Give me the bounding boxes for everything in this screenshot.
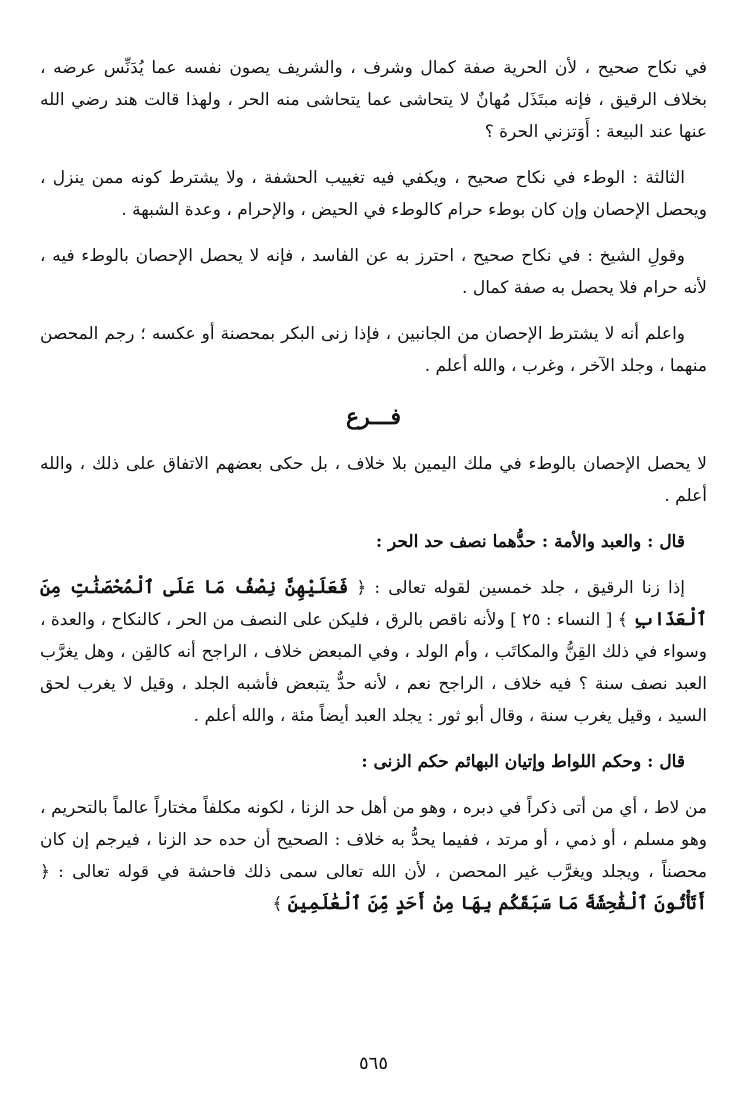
paragraph-sodomy-ruling xyxy=(40,792,707,920)
paragraph-both-sides: واعلم أنه لا يشترط الإحصان من الجانبين ، فإذا زنى البكر بمحصنة أو عكسه ؛ رجم المحصن منهما ، وجلد الآخر ، وغرب ، والله أعلم . xyxy=(40,324,707,376)
quran-verse-araf: أَتَأْتُونَ ٱلْفَٰحِشَةَ مَا سَبَقَكُم بِهَا مِنْ أَحَدٍ مِّنَ ٱلْعَٰلَمِينَ xyxy=(287,893,707,914)
quran-close-bracket: ﴾ xyxy=(272,894,283,914)
paragraph-free-status: في نكاح صحيح ، لأن الحرية صفة كمال وشرف ، والشريف يصون نفسه عما يُدَنِّس عرضه ، بخلاف الرقيق ، فإنه مبتَذَل مُهانٌ لا يتحاشى عما يتحاشى منه الحر ، ولهذا قالت هند رضي الله عنها عند البيعة : أَوَتزني الحرة ؟ xyxy=(40,58,707,142)
matn-slave-punishment: قال : والعبد والأمة : حدُّهما نصف حد الحر : xyxy=(375,532,685,552)
page-body xyxy=(40,52,707,934)
paragraph-sodomy-intro: من لاط ، أي من أتى ذكراً في دبره ، وهو من أهل حد الزنا ، لكونه مكلفاً مختاراً عالماً بالتحريم ، وهو مسلم ، أو ذمي ، أو مرتد ، ففيما يحدُّ به خلاف : الصحيح أن حده حد الزنا ، فيرجم إن كان محصناً ، ويجلد ويغرَّب غير المحصن ، لأن الله تعالى سمى ذلك فاحشة في قوله تعالى : ﴿ xyxy=(40,798,707,882)
paragraph-third-condition: الثالثة : الوطء في نكاح صحيح ، ويكفي فيه تغييب الحشفة ، ولا يشترط كونه ممن ينزل ، ويحصل الإحصان وإن كان بوطء حرام كالوطء في الحيض ، والإحرام ، وعدة الشبهة . xyxy=(40,168,707,220)
page-number: ٥٦٥ xyxy=(358,1053,388,1074)
paragraph-slave-intro: إذا زنا الرقيق ، جلد خمسين لقوله تعالى : ﴿ xyxy=(356,578,685,598)
paragraph-sheikh-statement: وقولِ الشيخ : في نكاح صحيح ، احترز به عن الفاسد ، فإنه لا يحصل الإحصان بالوطء فيه ، لأنه حرام فلا يحصل به صفة كمال . xyxy=(40,246,707,298)
paragraph-slave-punishment xyxy=(40,572,707,732)
matn-sodomy-ruling: قال : وحكم اللواط وإتيان البهائم حكم الزنى : xyxy=(361,752,685,772)
paragraph-slave-rest: ﴾ [ النساء : ٢٥ ] ولأنه ناقص بالرق ، فليكن على النصف من الحر ، كالنكاح ، والعدة ، وسواء في ذلك القِنُّ والمكاتَب ، وأم الولد ، وفي المبعض خلاف ، الراجح أنه كالقِن ، وهل يغرَّب العبد نصف سنة ؟ فيه خلاف ، الراجح نعم ، لأنه حدٌّ يتبعض فأشبه الجلد ، وقيل لا يغرب لحق السيد ، وقيل يغرب سنة ، وقال أبو ثور : يجلد العبد أيضاً مئة ، والله أعلم . xyxy=(40,610,707,726)
paragraph-slave-ownership: لا يحصل الإحصان بالوطء في ملك اليمين بلا خلاف ، بل حكى بعضهم الاتفاق على ذلك ، والله أعلم . xyxy=(40,454,707,506)
quran-verse-nisa: فَعَلَيْهِنَّ نِصْفُ مَا عَلَى ٱلْمُحْصَنَٰتِ مِنَ ٱلْعَذَابِ xyxy=(40,577,707,630)
section-heading: فـــرع xyxy=(345,404,402,430)
